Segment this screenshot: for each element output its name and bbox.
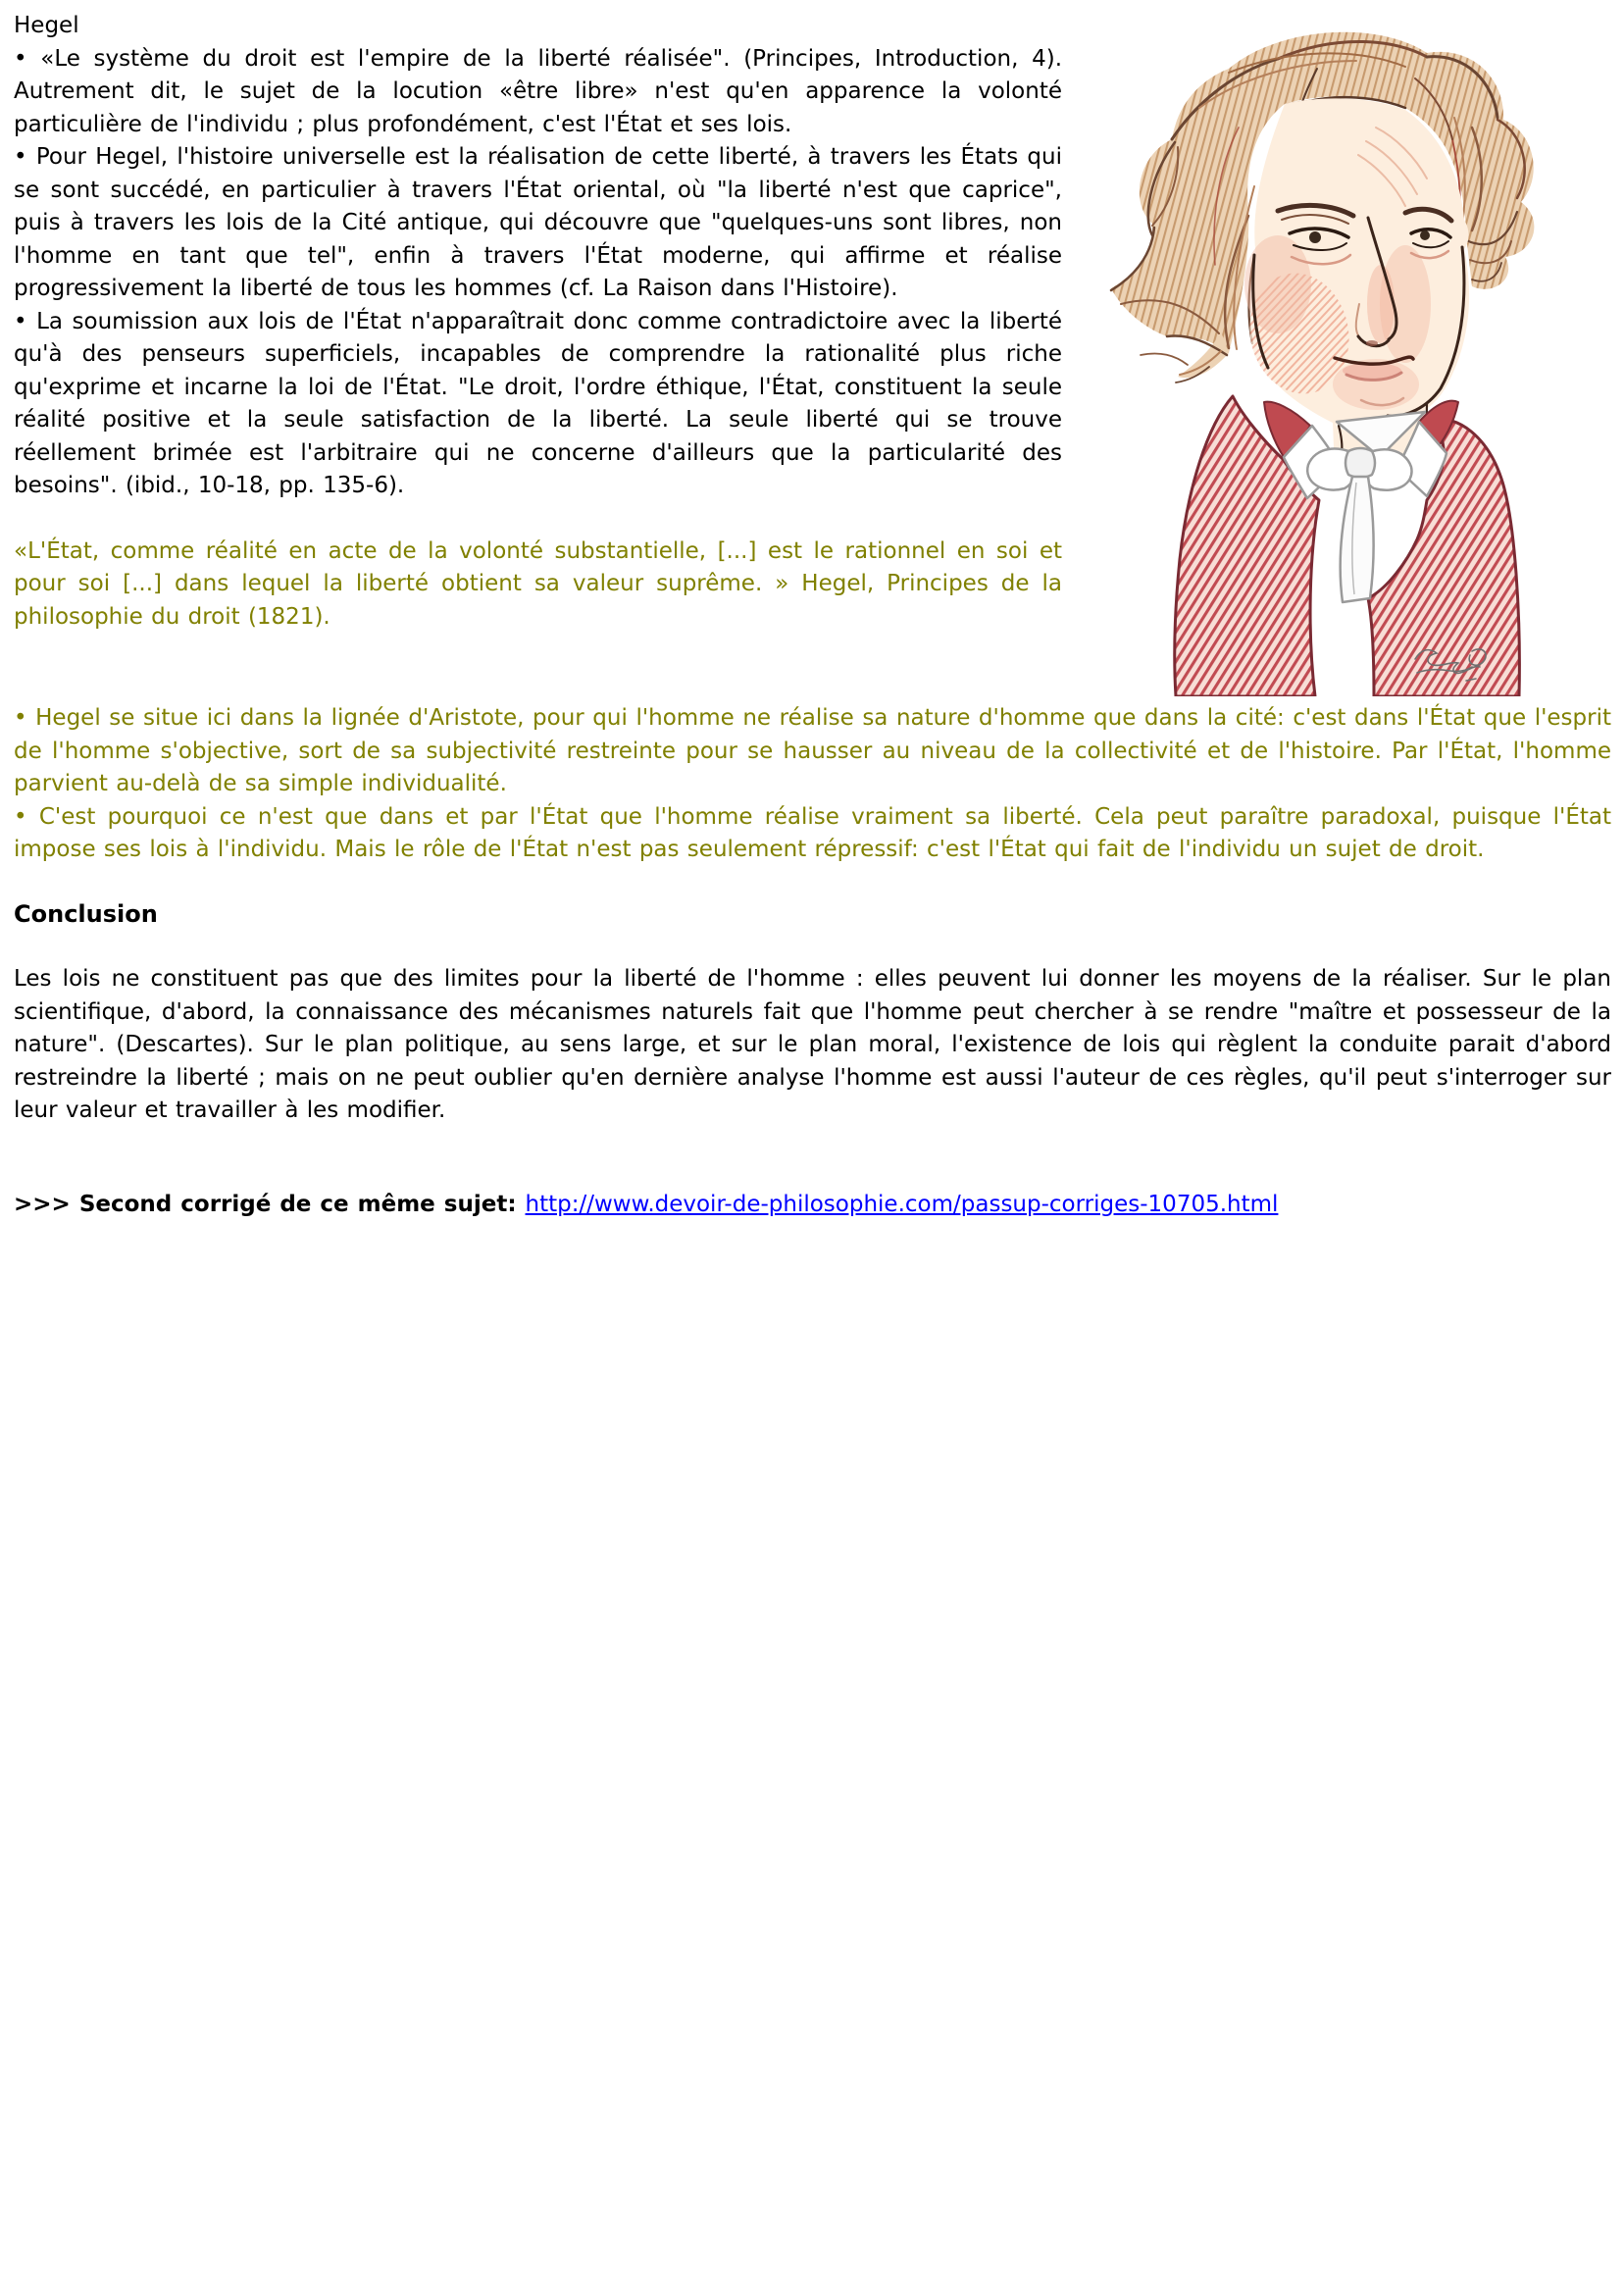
conclusion-heading: Conclusion: [14, 899, 158, 928]
commentary-paragraph-1: • Hegel se situe ici dans la lignée d'Aristote, pour qui l'homme ne réalise sa nature d'homme que dans la cité: c'est dans l'État que l'esprit de l'homme s'objective, sort de sa subjectivité restreinte pour se hausser au niveau de la collectivité et de l'histoire. Par l'État, l'homme parvient au-delà de sa simple individualité.: [14, 705, 1611, 796]
intro-paragraph-1: • «Le système du droit est l'empire de la liberté réalisée". (Principes, Introduction, 4). Autrement dit, le sujet de la locution «être libre» n'est qu'en apparence la volonté particulière de l'individu ; plus profondément, c'est l'État et ses lois.: [14, 45, 1062, 137]
hegel-caricature-image: [1082, 10, 1611, 696]
conclusion-paragraph: Les lois ne constituent pas que des limites pour la liberté de l'homme : elles peuvent lui donner les moyens de la réaliser. Sur le plan scientifique, d'abord, la connaissance des mécanismes naturels fait que l'homme peut chercher à se rendre "maître et possesseur de la nature". (Descartes). Sur le plan politique, au sens large, et sur le plan moral, l'existence de lois qui règlent la conduite parait d'abord restreindre la liberté ; mais on ne peut oublier qu'en dernière analyse l'homme est aussi l'auteur de ces règles, qu'il peut s'interroger sur leur valeur et travailler à les modifier.: [14, 966, 1611, 1123]
commentary-paragraph-2: • C'est pourquoi ce n'est que dans et par l'État que l'homme réalise vraiment sa liberté. Cela peut paraître paradoxal, puisque l'État impose ses lois à l'individu. Mais le rôle de l'État n'est pas seulement répressif: c'est l'État qui fait de l'individu un sujet de droit.: [14, 803, 1611, 862]
intro-paragraph-2: • Pour Hegel, l'histoire universelle est la réalisation de cette liberté, à travers les États qui se sont succédé, en particulier à travers l'État oriental, où "la liberté n'est que caprice", puis à travers les lois de la Cité antique, qui découvre que "quelques-uns sont libres, non l'homme en tant que tel", enfin à travers l'État moderne, qui affirme et réalise progressivement la liberté de tous les hommes (cf. La Raison dans l'Histoire).: [14, 144, 1062, 301]
hegel-caricature-svg: [1082, 10, 1611, 696]
second-corrige-link[interactable]: http://www.devoir-de-philosophie.com/passup-corriges-10705.html: [525, 1191, 1279, 1217]
intro-paragraph-3: • La soumission aux lois de l'État n'apparaîtrait donc comme contradictoire avec la liberté qu'à des penseurs superficiels, incapables de comprendre la rationalité plus riche qu'exprime et incarne la loi de l'État. "Le droit, l'ordre éthique, l'État, constituent la seule réalité positive et la seule satisfaction de la liberté. La seule liberté qui se trouve réellement brimée est l'arbitraire qui ne concerne d'ailleurs que la particularité des besoins". (ibid., 10-18, pp. 135-6).: [14, 308, 1062, 498]
footer-label: >>> Second corrigé de ce même sujet:: [14, 1191, 517, 1217]
footer-line: [14, 1189, 1611, 1222]
commentary-section: [14, 702, 1611, 867]
intro-section: [14, 10, 1611, 634]
hegel-quote: «L'État, comme réalité en acte de la volonté substantielle, [...] est le rationnel en soi et pour soi [...] dans lequel la liberté obtient sa valeur suprême. » Hegel, Principes de la philosophie du droit (1821).: [14, 537, 1062, 630]
page-title: Hegel: [14, 13, 79, 38]
